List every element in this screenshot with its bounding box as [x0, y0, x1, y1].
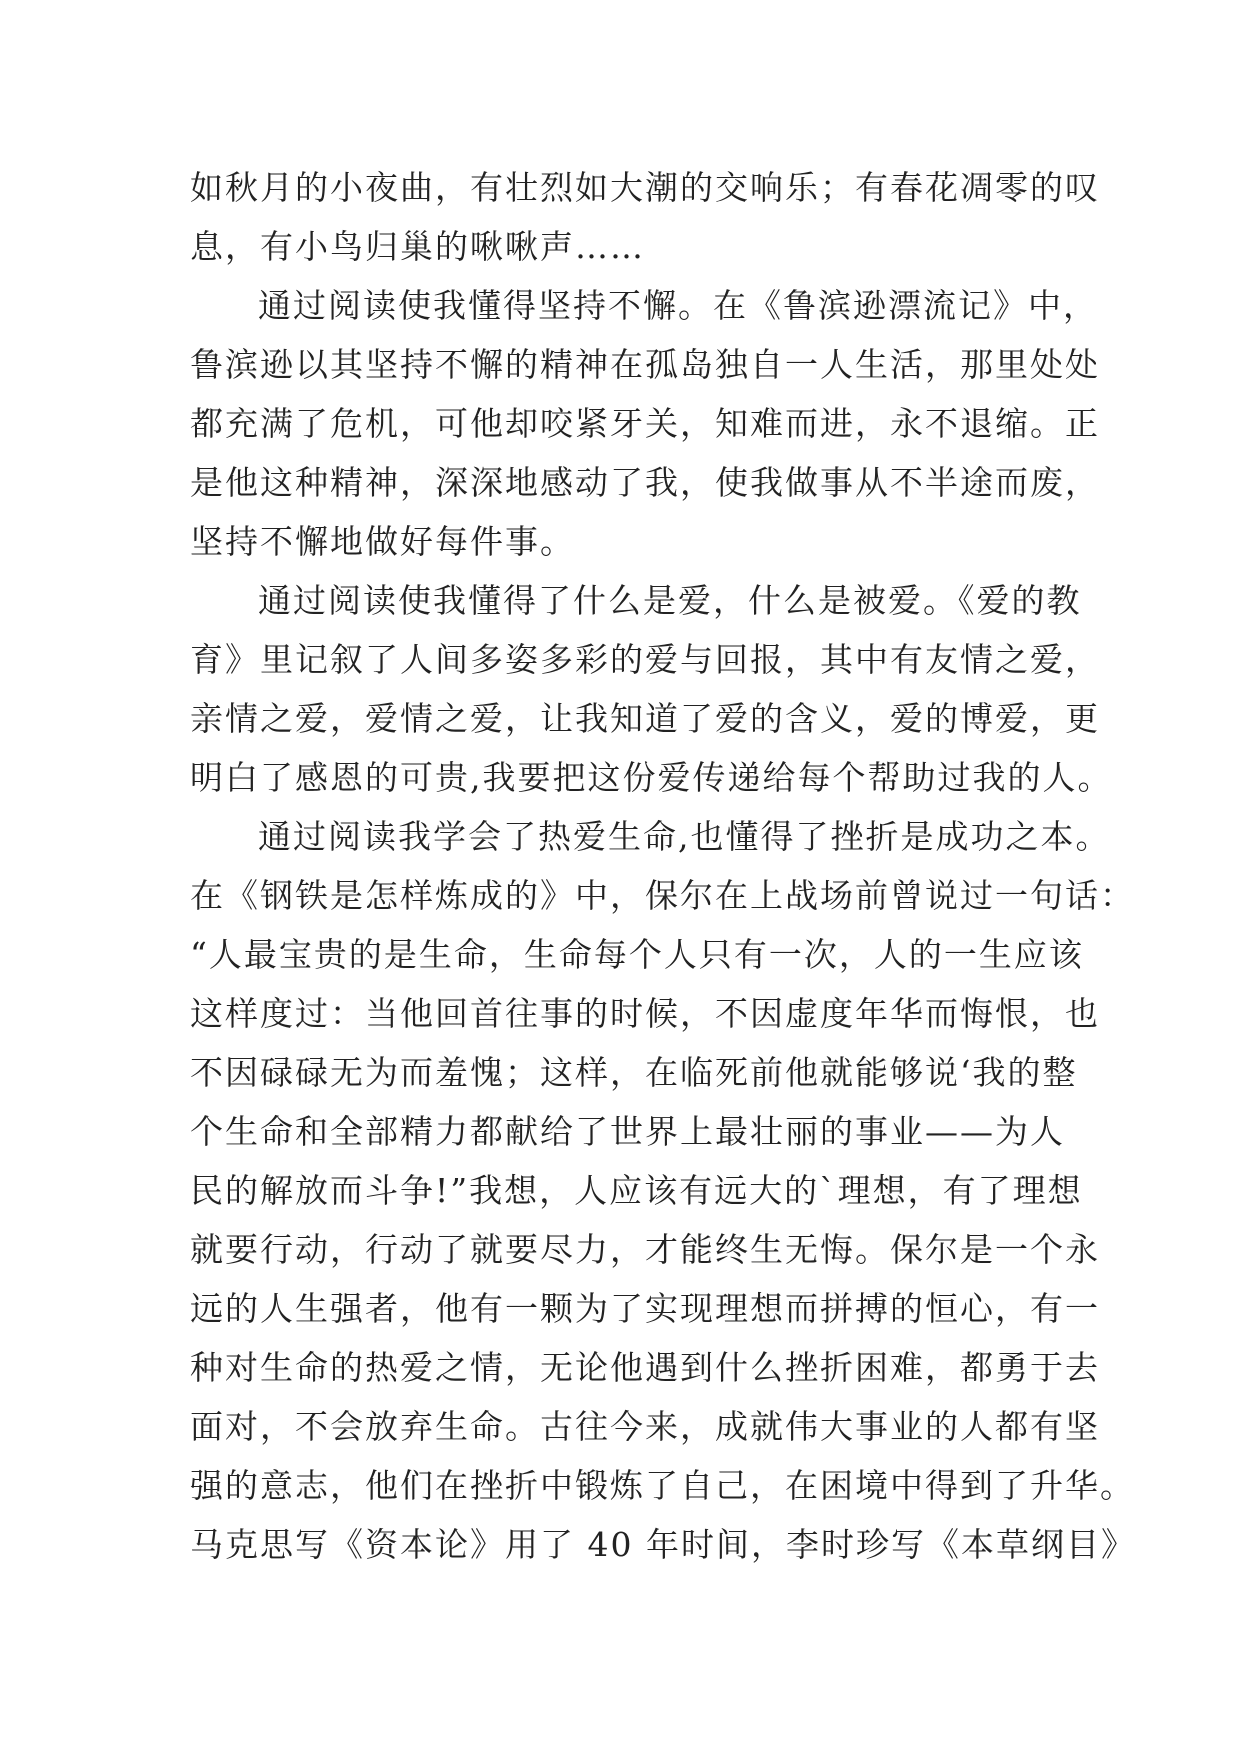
paragraph-first-line: 通过阅读使我懂得坚持不懈。在《鲁滨逊漂流记》中， — [258, 286, 1098, 325]
text-line: 民的解放而斗争!”我想，人应该有远大的`理想，有了理想 — [190, 1171, 1083, 1210]
text-line: 息，有小鸟归巢的啾啾声…… — [190, 227, 645, 266]
text-line: 坚持不懈地做好每件事。 — [190, 522, 575, 561]
text-line: 鲁滨逊以其坚持不懈的精神在孤岛独自一人生活，那里处处 — [190, 345, 1100, 384]
text-line: 个生命和全部精力都献给了世界上最壮丽的事业——为人 — [190, 1112, 1065, 1151]
text-line: 不因碌碌无为而羞愧；这样，在临死前他就能够说‘我的整 — [190, 1053, 1078, 1092]
text-line: 面对，不会放弃生命。古往今来，成就伟大事业的人都有坚 — [190, 1407, 1100, 1446]
text-line: 种对生命的热爱之情，无论他遇到什么挫折困难，都勇于去 — [190, 1348, 1100, 1387]
text-line: 亲情之爱，爱情之爱，让我知道了爱的含义，爱的博爱，更 — [190, 699, 1100, 738]
text-line: 如秋月的小夜曲，有壮烈如大潮的交响乐；有春花凋零的叹 — [190, 168, 1100, 207]
text-line: 明白了感恩的可贵,我要把这份爱传递给每个帮助过我的人。 — [190, 758, 1113, 797]
text-line: 这样度过：当他回首往事的时候，不因虚度年华而悔恨，也 — [190, 994, 1100, 1033]
paragraph-first-line: 通过阅读使我懂得了什么是爱，什么是被爱。《爱的教 — [258, 581, 1082, 620]
text-line: 是他这种精神，深深地感动了我，使我做事从不半途而废， — [190, 463, 1100, 502]
text-line: 在《钢铁是怎样炼成的》中，保尔在上战场前曾说过一句话： — [190, 876, 1135, 915]
paragraph-first-line: 通过阅读我学会了热爱生命,也懂得了挫折是成功之本。 — [258, 817, 1111, 856]
body-text — [190, 158, 1136, 1574]
text-line: 马克思写《资本论》用了 40 年时间，李时珍写《本草纲目》 — [190, 1525, 1136, 1564]
text-line: 就要行动，行动了就要尽力，才能终生无悔。保尔是一个永 — [190, 1230, 1100, 1269]
text-line: 都充满了危机，可他却咬紧牙关，知难而进，永不退缩。正 — [190, 404, 1100, 443]
text-line: 育》里记叙了人间多姿多彩的爱与回报，其中有友情之爱， — [190, 640, 1100, 679]
text-line: “人最宝贵的是生命，生命每个人只有一次，人的一生应该 — [190, 935, 1084, 974]
text-line: 远的人生强者，他有一颗为了实现理想而拼搏的恒心，有一 — [190, 1289, 1100, 1328]
text-line: 强的意志，他们在挫折中锻炼了自己，在困境中得到了升华。 — [190, 1466, 1135, 1505]
